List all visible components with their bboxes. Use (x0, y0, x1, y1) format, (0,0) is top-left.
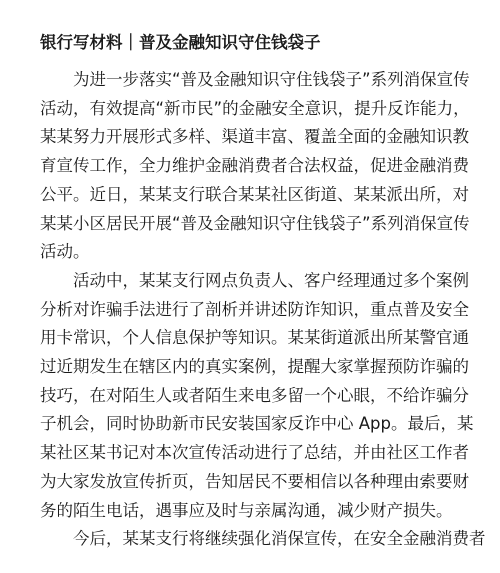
paragraph-line: 用卡常识，个人信息保护等知识。某某街道派出所某警官通 (40, 328, 469, 348)
paragraph-line: 公平。近日，某某支行联合某某社区街道、某某派出所，对 (40, 184, 469, 204)
paragraph-line: 技巧，在对陌生人或者陌生来电多留一个心眼，不给诈骗分 (40, 385, 469, 405)
paragraph-line: 分析对诈骗手法进行了剖析并讲述防诈知识，重点普及安全 (40, 299, 469, 319)
paragraph-line: 为大家发放宣传折页，告知居民不要相信以各种理由索要财 (40, 471, 469, 491)
paragraph-line: 某某努力开展形式多样、渠道丰富、覆盖全面的金融知识教 (40, 127, 469, 147)
paragraph-2 (40, 267, 486, 554)
paragraph-1 (40, 66, 470, 267)
paragraph-line: 过近期发生在辖区内的真实案例，提醒大家掌握预防诈骗的 (40, 357, 469, 377)
paragraph-line: 某社区某书记对本次宣传活动进行了总结，并由社区工作者 (40, 443, 469, 463)
article (40, 32, 486, 554)
paragraph-line: 活动，有效提高“新市民”的金融安全意识，提升反诈能力， (40, 98, 470, 118)
paragraph-line: 为进一步落实“普及金融知识守住钱袋子”系列消保宣传 (73, 70, 470, 89)
paragraph-line: 活动中，某某支行网点负责人、客户经理通过多个案例 (73, 270, 469, 290)
article-title: 银行写材料｜普及金融知识守住钱袋子 (40, 33, 321, 52)
paragraph-line: 子机会，同时协助新市民安装国家反诈中心 App。最后，某 (40, 414, 474, 434)
paragraph-line: 某某小区居民开展“普及金融知识守住钱袋子”系列消保宣传 (40, 213, 470, 233)
paragraph-line: 活动。 (40, 242, 90, 262)
paragraph-line: 务的陌生电话，遇事应及时与亲属沟通，减少财产损失。 (40, 500, 453, 520)
paragraph-line: 育宣传工作，全力维护金融消费者合法权益，促进金融消费 (40, 156, 469, 176)
paragraph-line: 今后，某某支行将继续强化消保宣传，在安全金融消费者 (73, 529, 486, 549)
